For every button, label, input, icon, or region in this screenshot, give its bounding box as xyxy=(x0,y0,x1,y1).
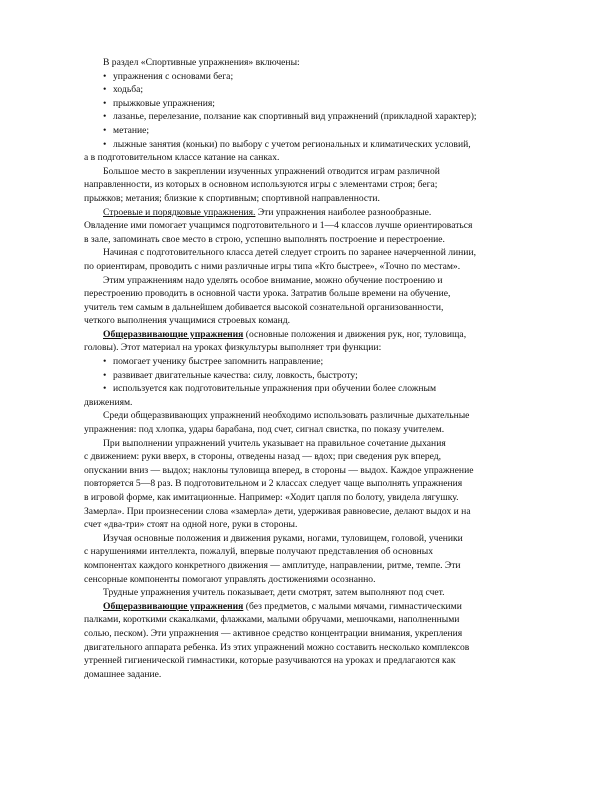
bullet-icon: • xyxy=(103,111,107,123)
paragraph-difficult-exercises xyxy=(84,586,530,600)
text-line: повторяется 5—8 раз. В подготовительном и 2 классах следует чаще выполнять упражнения xyxy=(84,478,463,490)
text-line: упражнения: под хлопка, удары барабана, под счет, сигнал свистка, по показу учителем. xyxy=(84,424,445,436)
paragraph-breathing xyxy=(84,409,530,436)
text-line: в зале, запоминать свое место в строю, успешно выполнять построение и перестроение. xyxy=(84,233,445,245)
list-item: • лыжные занятия (коньки) по выбору с учетом региональных и климатических условий, xyxy=(103,138,471,150)
text-line: Трудные упражнения учитель показывает, дети смотрят, затем выполняют под счет. xyxy=(103,587,445,599)
text-line: домашнее задание. xyxy=(84,668,162,680)
text-line: счет «два-три» стоят на одной ноге, руки в стороны. xyxy=(84,519,298,531)
section-heading: Общеразвивающие упражнения xyxy=(103,600,244,612)
bullet-icon: • xyxy=(103,383,107,395)
list-item: • развивает двигательные качества: силу, ловкость, быстроту; xyxy=(103,369,358,381)
paragraph-lines xyxy=(84,246,530,273)
text-line: с движением: руки вверх, в стороны, отведены назад — вдох; при сведения рук вперед, xyxy=(84,451,442,463)
bullet-icon: • xyxy=(103,84,107,96)
list-item: • упражнения с основами бега; xyxy=(103,70,234,82)
text-line: Начиная с подготовительного класса детей следует строить по заранее начерченной линии, xyxy=(103,247,476,259)
paragraph-general-exercises xyxy=(84,328,530,355)
text-line: Большое место в закреплении изученных упражнений отводится играм различной xyxy=(103,165,440,177)
text-line: Строевые и порядковые упражнения. Эти упражнения наиболее разнообразные. xyxy=(103,206,432,218)
text-line: прыжков; метания; близкие к спортивным; спортивной направленности. xyxy=(84,192,380,204)
text-line: утренней гигиенической гимнастики, которые разучиваются на уроках и предлагаются как xyxy=(84,655,456,667)
text-line: Общеразвивающие упражнения (основные положения и движения рук, ног, туловища, xyxy=(103,328,467,340)
bullet-icon: • xyxy=(103,97,107,109)
list-item: • помогает ученику быстрее запомнить направление; xyxy=(103,356,324,368)
list-continuation: движениям. xyxy=(84,396,133,408)
paragraph-general-exercises-objects xyxy=(84,600,530,682)
text-line: в игровой форме, как имитационные. Например: «Ходит цапля по болоту, увидела лягушку. xyxy=(84,492,459,503)
list-item: • лазанье, перелезание, ползание как спортивный вид упражнений (прикладной характер); xyxy=(103,111,477,123)
paragraph-attention xyxy=(84,274,530,328)
paragraph-games xyxy=(84,165,530,206)
list-continuation: а в подготовительном классе катание на санках. xyxy=(84,152,280,164)
list-item: • используется как подготовительные упражнения при обучении более сложным xyxy=(103,383,437,395)
text-line: двигательного аппарата ребенка. Из этих упражнений можно составить несколько комплексов xyxy=(84,641,470,653)
bullet-icon: • xyxy=(103,70,107,82)
paragraph-breathing-combo xyxy=(84,437,530,532)
text-line: Среди общеразвивающих упражнений необходимо использовать различные дыхательные xyxy=(103,410,470,422)
list-item: • метание; xyxy=(103,124,150,136)
text-line: При выполнении упражнений учитель указывает на правильное сочетание дыхания xyxy=(103,437,446,449)
text-line: направленности, из которых в основном используются игры с элементами строя; бега; xyxy=(84,179,438,191)
text-line: головы). Этот материал на уроках физкультуры выполняет три функции: xyxy=(84,342,382,354)
text-line: компонентах каждого конкретного движения — амплитуде, направлении, ритме, темпе. Эти xyxy=(84,559,461,571)
bullet-icon: • xyxy=(103,138,107,150)
paragraph-basic-positions xyxy=(84,532,530,586)
list-item: • ходьба; xyxy=(103,84,144,96)
text-line: по ориентирам, проводить с ними различные игры типа «Кто быстрее», «Точно по местам». xyxy=(84,260,461,272)
text-line: Общеразвивающие упражнения (без предметов, с малыми мячами, гимнастическими xyxy=(103,600,462,612)
text-line: Овладение ими помогает учащимся подготовительного и 1—4 классов лучше ориентироваться xyxy=(84,220,473,232)
bullet-icon: • xyxy=(103,124,107,136)
text-line: палками, короткими скакалками, флажками, малыми обручами, мешочками, наполненными xyxy=(84,614,460,626)
list-item: • прыжковые упражнения; xyxy=(103,97,215,109)
text-line: сенсорные компоненты помогают управлять достижениями осознанно. xyxy=(84,573,376,585)
bullet-icon: • xyxy=(103,369,107,381)
intro-line: В раздел «Спортивные упражнения» включены: xyxy=(103,57,300,68)
text-line: четкого выполнения учащимися строевых команд. xyxy=(84,315,291,327)
text-line: солью, песком). Эти упражнения — активное средство концентрации внимания, укрепления xyxy=(84,627,463,639)
section-heading: Общеразвивающие упражнения xyxy=(103,328,244,340)
section-heading: Строевые и порядковые упражнения. xyxy=(103,206,256,218)
paragraph-drill-exercises xyxy=(84,206,530,247)
text-line: учитель тем самым в дальнейшем добивается высокой сознательной организованности, xyxy=(84,301,444,313)
text-line: перестроению проводить в основной части урока. Затратив больше времени на обучение, xyxy=(84,288,451,300)
text-line: Этим упражнениям надо уделять особое внимание, можно обучение построению и xyxy=(103,274,443,286)
text-line: с нарушениями интеллекта, пожалуй, впервые получают представления об основных xyxy=(84,546,434,558)
bullet-icon: • xyxy=(103,356,107,368)
text-line: Изучая основные положения и движения руками, ногами, туловищем, головой, ученики xyxy=(103,532,463,544)
text-line: опускании вниз — выдох; наклоны туловища вперед, в стороны — выдох. Каждое упражнение xyxy=(84,464,474,476)
functions-list xyxy=(84,355,530,409)
sports-exercises-list xyxy=(84,70,530,165)
document-page xyxy=(84,56,530,681)
text-line: Замерла». При произнесении слова «замерла» дети, удерживая равновесие, делают выдох и на xyxy=(84,505,471,517)
